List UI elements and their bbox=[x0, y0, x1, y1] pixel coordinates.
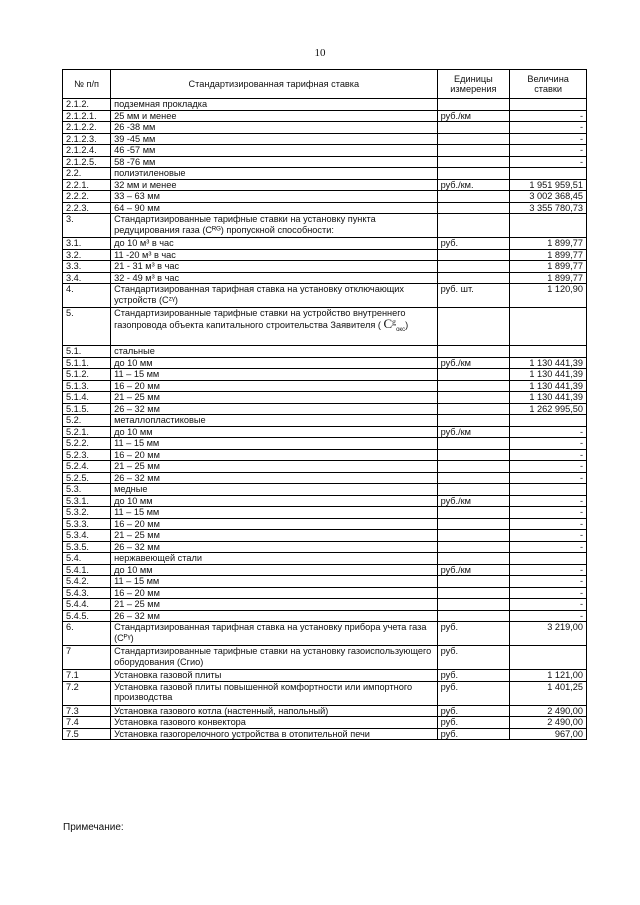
row-value: 967,00 bbox=[510, 728, 587, 740]
row-number: 2.1.2.4. bbox=[63, 145, 111, 157]
formula-subscript: окс bbox=[396, 326, 406, 333]
row-value: 1 120,90 bbox=[510, 284, 587, 308]
row-name: 21 – 25 мм bbox=[111, 599, 437, 611]
row-number: 5.4. bbox=[63, 553, 111, 565]
row-number: 3.3. bbox=[63, 261, 111, 273]
row-number: 5.2.5. bbox=[63, 472, 111, 484]
row-value: 1 401,25 bbox=[510, 681, 587, 705]
row-value: - bbox=[510, 449, 587, 461]
row-number: 5.3.2. bbox=[63, 507, 111, 519]
table-row bbox=[63, 272, 587, 284]
row-unit: руб. bbox=[437, 646, 510, 670]
row-name: 11 – 15 мм bbox=[111, 438, 437, 450]
row-unit bbox=[437, 518, 510, 530]
row-unit bbox=[437, 472, 510, 484]
table-row bbox=[63, 472, 587, 484]
row-unit bbox=[437, 369, 510, 381]
row-unit bbox=[437, 133, 510, 145]
row-number: 5.3.4. bbox=[63, 530, 111, 542]
row-name: Стандартизированная тарифная ставка на установку прибора учета газа (Cᴾᵞ) bbox=[111, 622, 437, 646]
row-value: - bbox=[510, 587, 587, 599]
row-unit bbox=[437, 99, 510, 111]
row-name: 32 - 49 м³ в час bbox=[111, 272, 437, 284]
row-number: 3. bbox=[63, 214, 111, 238]
table-row bbox=[63, 168, 587, 180]
row-value: - bbox=[510, 133, 587, 145]
row-value: - bbox=[510, 564, 587, 576]
row-number: 2.2.1. bbox=[63, 179, 111, 191]
row-unit: руб. bbox=[437, 681, 510, 705]
row-value: 1 899,77 bbox=[510, 249, 587, 261]
row-value: - bbox=[510, 530, 587, 542]
row-number: 5.4.2. bbox=[63, 576, 111, 588]
row-unit: руб./км bbox=[437, 357, 510, 369]
table-row bbox=[63, 426, 587, 438]
row-unit: руб./км bbox=[437, 564, 510, 576]
row-unit: руб. bbox=[437, 622, 510, 646]
table-row bbox=[63, 191, 587, 203]
row-name: 16 – 20 мм bbox=[111, 518, 437, 530]
row-unit bbox=[437, 461, 510, 473]
row-number: 5.1.1. bbox=[63, 357, 111, 369]
row-number: 5.4.1. bbox=[63, 564, 111, 576]
row-value: - bbox=[510, 438, 587, 450]
row-value: 3 355 780,73 bbox=[510, 202, 587, 214]
row-name: 26 – 32 мм bbox=[111, 541, 437, 553]
row-unit: руб./км bbox=[437, 426, 510, 438]
table-row bbox=[63, 110, 587, 122]
table-row bbox=[63, 346, 587, 358]
row-unit: руб. bbox=[437, 717, 510, 729]
row-number: 7 bbox=[63, 646, 111, 670]
row-number: 3.2. bbox=[63, 249, 111, 261]
header-no: № п/п bbox=[63, 70, 111, 99]
table-row bbox=[63, 122, 587, 134]
row-unit bbox=[437, 415, 510, 427]
row-number: 5.2.2. bbox=[63, 438, 111, 450]
row-number: 7.4 bbox=[63, 717, 111, 729]
table-row bbox=[63, 438, 587, 450]
row-name: до 10 мм bbox=[111, 495, 437, 507]
row-unit bbox=[437, 156, 510, 168]
row-name-text: Стандартизированные тарифные ставки на устройство внутреннего газопровода объекта капитального строительства Заявителя ( bbox=[114, 308, 406, 330]
row-value: - bbox=[510, 461, 587, 473]
row-name: 21 – 25 мм bbox=[111, 392, 437, 404]
formula-symbol: Cᵍ bbox=[383, 315, 397, 331]
table-row bbox=[63, 284, 587, 308]
row-value bbox=[510, 484, 587, 496]
table-row bbox=[63, 518, 587, 530]
row-unit bbox=[437, 438, 510, 450]
row-name: 46 -57 мм bbox=[111, 145, 437, 157]
row-name: Стандартизированные тарифные ставки на установку газоиспользующего оборудования (Сгио) bbox=[111, 646, 437, 670]
row-value: - bbox=[510, 426, 587, 438]
row-value: 2 490,00 bbox=[510, 717, 587, 729]
row-number: 5.2.4. bbox=[63, 461, 111, 473]
row-number: 2.2.2. bbox=[63, 191, 111, 203]
row-unit bbox=[437, 576, 510, 588]
header-name: Стандартизированная тарифная ставка bbox=[111, 70, 437, 99]
row-name: полиэтиленовые bbox=[111, 168, 437, 180]
table-row bbox=[63, 380, 587, 392]
row-name: 26 -38 мм bbox=[111, 122, 437, 134]
row-name: 21 – 25 мм bbox=[111, 530, 437, 542]
row-unit bbox=[437, 507, 510, 519]
row-value bbox=[510, 415, 587, 427]
table-row bbox=[63, 156, 587, 168]
row-number: 2.1.2.2. bbox=[63, 122, 111, 134]
row-value: 3 002 368,45 bbox=[510, 191, 587, 203]
row-name: 21 – 25 мм bbox=[111, 461, 437, 473]
row-unit bbox=[437, 214, 510, 238]
row-number: 5.2.3. bbox=[63, 449, 111, 461]
row-value bbox=[510, 99, 587, 111]
row-name: 11 – 15 мм bbox=[111, 576, 437, 588]
row-number: 5.3. bbox=[63, 484, 111, 496]
table-row bbox=[63, 214, 587, 238]
row-number: 6. bbox=[63, 622, 111, 646]
row-name: 11 -20 м³ в час bbox=[111, 249, 437, 261]
row-value bbox=[510, 168, 587, 180]
table-row bbox=[63, 587, 587, 599]
table-row bbox=[63, 599, 587, 611]
row-name: 26 – 32 мм bbox=[111, 610, 437, 622]
table-row bbox=[63, 728, 587, 740]
row-unit bbox=[437, 308, 510, 346]
row-value: - bbox=[510, 541, 587, 553]
row-number: 7.3 bbox=[63, 705, 111, 717]
row-name: нержавеющей стали bbox=[111, 553, 437, 565]
row-unit bbox=[437, 272, 510, 284]
row-number: 5.2. bbox=[63, 415, 111, 427]
row-unit: руб. шт. bbox=[437, 284, 510, 308]
row-name: до 10 мм bbox=[111, 426, 437, 438]
row-name: 39 -45 мм bbox=[111, 133, 437, 145]
row-number: 2.1.2.5. bbox=[63, 156, 111, 168]
row-value bbox=[510, 214, 587, 238]
tariff-table bbox=[62, 69, 587, 740]
table-row bbox=[63, 576, 587, 588]
row-value: 1 130 441,39 bbox=[510, 380, 587, 392]
row-name: 16 – 20 мм bbox=[111, 587, 437, 599]
row-name: Установка газового котла (настенный, напольный) bbox=[111, 705, 437, 717]
row-value: 1 899,77 bbox=[510, 238, 587, 250]
row-number: 2.1.2.1. bbox=[63, 110, 111, 122]
row-value: - bbox=[510, 599, 587, 611]
row-unit bbox=[437, 530, 510, 542]
row-number: 3.4. bbox=[63, 272, 111, 284]
row-name: Установка газового конвектора bbox=[111, 717, 437, 729]
row-unit bbox=[437, 403, 510, 415]
row-name: 33 – 63 мм bbox=[111, 191, 437, 203]
row-name: 11 – 15 мм bbox=[111, 369, 437, 381]
row-unit bbox=[437, 484, 510, 496]
table-row bbox=[63, 484, 587, 496]
row-name: Установка газовой плиты bbox=[111, 670, 437, 682]
row-unit: руб./км. bbox=[437, 179, 510, 191]
row-number: 7.2 bbox=[63, 681, 111, 705]
row-number: 2.2. bbox=[63, 168, 111, 180]
table-row bbox=[63, 670, 587, 682]
note-label: Примечание: bbox=[63, 822, 124, 833]
header-unit: Единицы измерения bbox=[437, 70, 510, 99]
row-unit: руб./км bbox=[437, 495, 510, 507]
row-unit bbox=[437, 261, 510, 273]
row-unit bbox=[437, 587, 510, 599]
row-number: 5.1.2. bbox=[63, 369, 111, 381]
row-unit bbox=[437, 610, 510, 622]
row-value: - bbox=[510, 576, 587, 588]
table-header-row bbox=[63, 70, 587, 99]
table-row bbox=[63, 238, 587, 250]
table-row bbox=[63, 717, 587, 729]
row-value: - bbox=[510, 472, 587, 484]
row-name: 21 - 31 м³ в час bbox=[111, 261, 437, 273]
row-unit: руб. bbox=[437, 670, 510, 682]
row-name-end: ) bbox=[405, 319, 409, 330]
row-name: медные bbox=[111, 484, 437, 496]
row-number: 5.3.1. bbox=[63, 495, 111, 507]
row-unit: руб./км bbox=[437, 110, 510, 122]
row-number: 5.3.3. bbox=[63, 518, 111, 530]
row-name: металлопластиковые bbox=[111, 415, 437, 427]
row-value: 1 130 441,39 bbox=[510, 369, 587, 381]
row-name: до 10 мм bbox=[111, 357, 437, 369]
table-row bbox=[63, 530, 587, 542]
row-unit bbox=[437, 191, 510, 203]
row-value: - bbox=[510, 495, 587, 507]
row-unit bbox=[437, 202, 510, 214]
row-name: 26 – 32 мм bbox=[111, 403, 437, 415]
row-name: 26 – 32 мм bbox=[111, 472, 437, 484]
table-row bbox=[63, 646, 587, 670]
row-name bbox=[111, 308, 437, 346]
table-row bbox=[63, 681, 587, 705]
row-unit bbox=[437, 380, 510, 392]
row-name: Установка газовой плиты повышенной комфортности или импортного производства bbox=[111, 681, 437, 705]
row-unit bbox=[437, 122, 510, 134]
row-name: стальные bbox=[111, 346, 437, 358]
table-row bbox=[63, 308, 587, 346]
row-number: 7.1 bbox=[63, 670, 111, 682]
row-value bbox=[510, 646, 587, 670]
page-number: 10 bbox=[314, 47, 326, 59]
row-number: 4. bbox=[63, 284, 111, 308]
row-name: Установка газогорелочного устройства в отопительной печи bbox=[111, 728, 437, 740]
row-name: 32 мм и менее bbox=[111, 179, 437, 191]
table-row bbox=[63, 369, 587, 381]
row-name: Стандартизированная тарифная ставка на установку отключающих устройств (Cᶻᵞ) bbox=[111, 284, 437, 308]
row-number: 2.2.3. bbox=[63, 202, 111, 214]
table-row bbox=[63, 461, 587, 473]
table-row bbox=[63, 99, 587, 111]
table-row bbox=[63, 133, 587, 145]
table-row bbox=[63, 495, 587, 507]
row-value: 2 490,00 bbox=[510, 705, 587, 717]
table-row bbox=[63, 415, 587, 427]
row-unit bbox=[437, 249, 510, 261]
table-row bbox=[63, 541, 587, 553]
row-number: 5.4.5. bbox=[63, 610, 111, 622]
row-name: 25 мм и менее bbox=[111, 110, 437, 122]
row-value: - bbox=[510, 122, 587, 134]
row-number: 5.2.1. bbox=[63, 426, 111, 438]
row-number: 5.1.4. bbox=[63, 392, 111, 404]
row-value: - bbox=[510, 110, 587, 122]
table-row bbox=[63, 610, 587, 622]
row-value: - bbox=[510, 145, 587, 157]
table-row bbox=[63, 179, 587, 191]
table-row bbox=[63, 449, 587, 461]
row-name: 58 -76 мм bbox=[111, 156, 437, 168]
row-value: - bbox=[510, 610, 587, 622]
row-name: 64 – 90 мм bbox=[111, 202, 437, 214]
row-unit bbox=[437, 449, 510, 461]
table-row bbox=[63, 564, 587, 576]
row-name: 16 – 20 мм bbox=[111, 449, 437, 461]
row-unit bbox=[437, 168, 510, 180]
table-row bbox=[63, 145, 587, 157]
table-row bbox=[63, 249, 587, 261]
row-value: - bbox=[510, 518, 587, 530]
row-number: 5. bbox=[63, 308, 111, 346]
row-name: Стандартизированные тарифные ставки на установку пункта редуцирования газа (Cᴿᴳ) пропускной способности: bbox=[111, 214, 437, 238]
row-number: 5.3.5. bbox=[63, 541, 111, 553]
row-name: до 10 м³ в час bbox=[111, 238, 437, 250]
row-unit bbox=[437, 145, 510, 157]
row-number: 5.4.4. bbox=[63, 599, 111, 611]
table-row bbox=[63, 553, 587, 565]
row-unit: руб. bbox=[437, 705, 510, 717]
row-value: 1 130 441,39 bbox=[510, 357, 587, 369]
table-row bbox=[63, 403, 587, 415]
table-body bbox=[63, 99, 587, 740]
row-value: 1 899,77 bbox=[510, 272, 587, 284]
row-value bbox=[510, 553, 587, 565]
table-row bbox=[63, 202, 587, 214]
header-value: Величина ставки bbox=[510, 70, 587, 99]
row-unit bbox=[437, 599, 510, 611]
row-value: 1 951 959,51 bbox=[510, 179, 587, 191]
row-number: 7.5 bbox=[63, 728, 111, 740]
table-row bbox=[63, 705, 587, 717]
table-row bbox=[63, 392, 587, 404]
row-value bbox=[510, 308, 587, 346]
row-name: 11 – 15 мм bbox=[111, 507, 437, 519]
row-number: 5.1.5. bbox=[63, 403, 111, 415]
row-unit bbox=[437, 392, 510, 404]
row-value: 3 219,00 bbox=[510, 622, 587, 646]
row-unit: руб. bbox=[437, 728, 510, 740]
row-unit bbox=[437, 541, 510, 553]
row-name: подземная прокладка bbox=[111, 99, 437, 111]
row-number: 2.1.2. bbox=[63, 99, 111, 111]
row-value: - bbox=[510, 156, 587, 168]
row-unit bbox=[437, 346, 510, 358]
row-number: 5.4.3. bbox=[63, 587, 111, 599]
row-value: 1 121,00 bbox=[510, 670, 587, 682]
row-number: 5.1. bbox=[63, 346, 111, 358]
table-row bbox=[63, 357, 587, 369]
row-name: 16 – 20 мм bbox=[111, 380, 437, 392]
table-row bbox=[63, 507, 587, 519]
row-value: 1 130 441,39 bbox=[510, 392, 587, 404]
row-unit bbox=[437, 553, 510, 565]
row-value: - bbox=[510, 507, 587, 519]
row-number: 3.1. bbox=[63, 238, 111, 250]
row-name: до 10 мм bbox=[111, 564, 437, 576]
row-number: 5.1.3. bbox=[63, 380, 111, 392]
row-number: 2.1.2.3. bbox=[63, 133, 111, 145]
row-value bbox=[510, 346, 587, 358]
row-value: 1 262 995,50 bbox=[510, 403, 587, 415]
table-row bbox=[63, 261, 587, 273]
row-value: 1 899,77 bbox=[510, 261, 587, 273]
row-unit: руб. bbox=[437, 238, 510, 250]
table-row bbox=[63, 622, 587, 646]
